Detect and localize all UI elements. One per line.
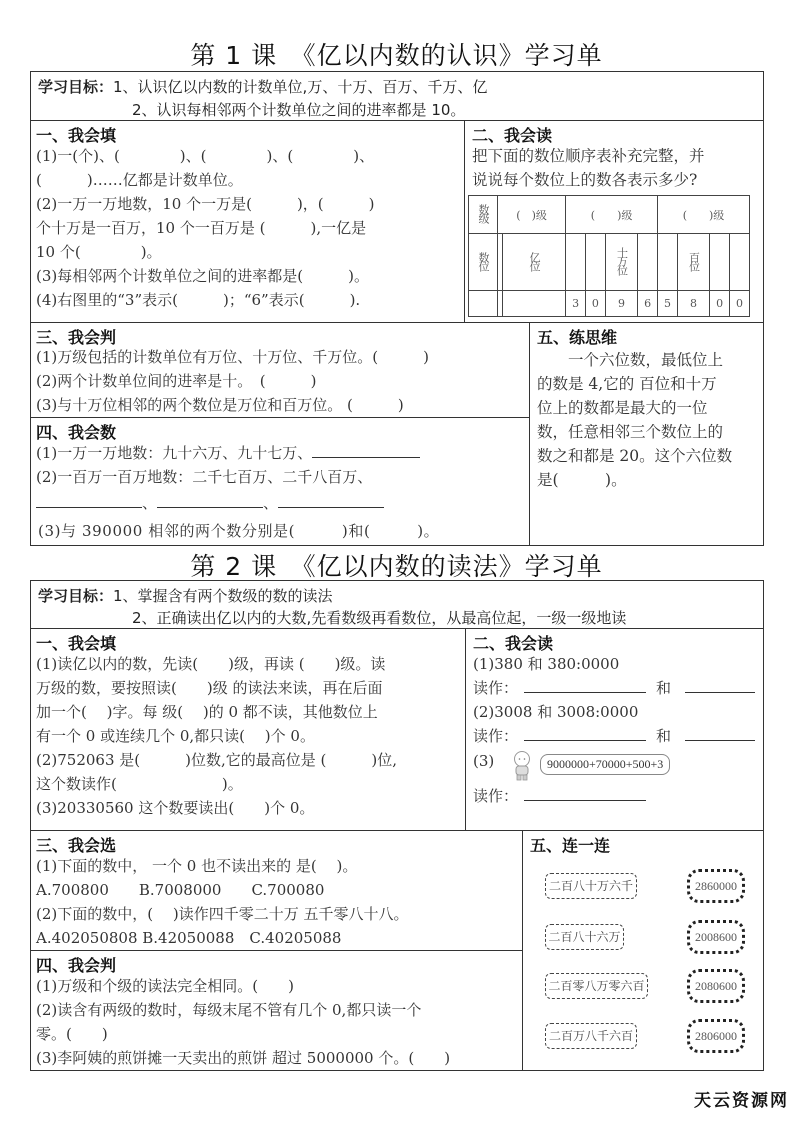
lesson2-title: 第 2 课 《亿以内数的读法》学习单	[190, 552, 603, 581]
match-left-item[interactable]: 二百零八万零六百	[545, 973, 648, 999]
digit-cell: 0	[729, 291, 749, 317]
section-title: 四、我会判	[36, 956, 117, 975]
digit-cell: 9	[605, 291, 637, 317]
lesson1-title: 第 1 课 《亿以内数的认识》学习单	[190, 41, 603, 70]
row-label: 数位	[469, 234, 498, 291]
digit-cell: 0	[710, 291, 730, 317]
section-title: 四、我会数	[36, 423, 117, 442]
match-right-item[interactable]: 2860000	[687, 869, 745, 903]
divider	[30, 950, 522, 951]
place-cell	[729, 234, 749, 291]
question-line: (1)万级和个级的读法完全相同。( )	[36, 977, 294, 995]
answer-line: 读作： 和	[473, 677, 755, 699]
question-line: (1)读亿以内的数，先读( )级，再读 ( )级。读	[36, 655, 386, 673]
match-left-item[interactable]: 二百八十万六千	[545, 873, 637, 899]
section-title: 三、我会选	[36, 836, 117, 855]
question-line: (3)李阿姨的煎饼摊一天卖出的煎饼 超过 5000000 个。( )	[36, 1049, 451, 1067]
section-title: 三、我会判	[36, 328, 117, 347]
goals-label: 学习目标：	[38, 587, 114, 605]
choice-line: A.700800 B.7008000 C.700080	[36, 881, 325, 899]
question-line: (3)每相邻两个计数单位之间的进率都是( )。	[36, 267, 369, 285]
question-line: 10 个( )。	[36, 243, 162, 261]
question-line: (1)一(个)、( )、( )、( )、	[36, 147, 375, 165]
question-line: (3)20330560 这个数要读出( )个 0。	[36, 799, 315, 817]
child-icon	[511, 750, 533, 782]
question-line: (2)3008 和 3008:0000	[473, 703, 639, 721]
divider	[464, 120, 465, 322]
divider	[30, 628, 764, 629]
answer-blank[interactable]	[524, 727, 646, 741]
divider	[30, 120, 764, 121]
question-line: (1)下面的数中， 一个 0 也不读出来的 是( )。	[36, 857, 358, 875]
question-line: (2)两个计数单位间的进率是十。 ( )	[36, 372, 317, 390]
goal-2: 2、正确读出亿以内的大数,先看数级再看数位，从最高位起，一级一级地读	[132, 609, 627, 627]
divider	[522, 830, 523, 1071]
question-line: 万级的数，要按照读( )级 的读法来读，再在后面	[36, 679, 383, 697]
question-line: (2)下面的数中，( )读作四千零二十万 五千零八十八。	[36, 905, 409, 923]
goal-1: 1、掌握含有两个数级的数的读法	[113, 587, 333, 605]
match-right-item[interactable]: 2080600	[687, 969, 745, 1003]
lesson2-goals	[38, 585, 333, 606]
answer-blank[interactable]	[312, 444, 420, 458]
section-title: 二、我会读	[473, 634, 554, 653]
instruction: 说说每个数位上的数各表示多少?	[472, 171, 698, 189]
instruction: 把下面的数位顺序表补充完整，并	[472, 147, 705, 165]
question-line: (2)752063 是( )位数,它的最高位是 ( )位,	[36, 751, 397, 769]
question-line: 零。( )	[36, 1025, 108, 1043]
match-right-item[interactable]: 2806000	[687, 1019, 745, 1053]
digit-cell: 5	[658, 291, 678, 317]
place-cell: 亿位	[502, 234, 565, 291]
match-left-item[interactable]: 二百八十六万	[545, 924, 624, 950]
question-line: 加一个( )字。每 级( )的 0 都不读，其他数位上	[36, 703, 378, 721]
digit-cell: 3	[566, 291, 586, 317]
answer-blank[interactable]	[36, 494, 142, 508]
question-line: (1)万级包括的计数单位有万位、十万位、千万位。( )	[36, 348, 429, 366]
match-right-item[interactable]: 2008600	[687, 920, 745, 954]
question-line: (3)	[473, 752, 495, 770]
problem-text: 一个六位数，最低位上 的数是 4,它的 百位和十万 位上的数都是最大的一位 数，任意相邻三个数位上的 数之和都是 20。这个六位数 是( )。	[537, 351, 733, 489]
question-line: (2)一百万一百万地数：二千七百万、二千八百万、	[36, 468, 373, 486]
row-label: 数级	[469, 196, 498, 234]
place-cell: 十万位	[605, 234, 637, 291]
watermark-logo: 天云资源网	[694, 1091, 789, 1111]
row-label	[469, 291, 498, 317]
divider	[529, 322, 530, 546]
digit-cell: 6	[638, 291, 658, 317]
question-line: 个十万是一百万，10 个一百万是 ( ),一亿是	[36, 219, 367, 237]
answer-line: 读作： 和	[473, 725, 755, 747]
digit-cell	[502, 291, 565, 317]
divider	[30, 417, 529, 418]
goals-label: 学习目标：	[38, 78, 114, 96]
section-title: 五、连一连	[530, 836, 611, 855]
place-cell	[566, 234, 586, 291]
answer-blank[interactable]	[524, 679, 646, 693]
question-line: ( )……亿都是计数单位。	[36, 171, 243, 189]
answer-blank[interactable]	[685, 727, 755, 741]
question-line: (2)读含有两级的数时，每级末尾不管有几个 0,都只读一个	[36, 1001, 422, 1019]
question-line: (3)与十万位相邻的两个数位是万位和百万位。 ( )	[36, 396, 404, 414]
section-title: 一、我会填	[36, 634, 117, 653]
question-line: 有一个 0 或连续几个 0,都只读( )个 0。	[36, 727, 315, 745]
place-value-table	[468, 195, 750, 317]
question-line: (1)380 和 380:0000	[473, 655, 620, 673]
divider	[30, 322, 764, 323]
place-cell	[658, 234, 678, 291]
place-cell: 百位	[677, 234, 709, 291]
speech-bubble: 9000000+70000+500+3	[540, 754, 670, 775]
goal-2: 2、认识每相邻两个计数单位之间的进率都是 10。	[132, 101, 466, 119]
digit-cell: 8	[677, 291, 709, 317]
divider	[30, 830, 764, 831]
place-cell	[710, 234, 730, 291]
class-cell: ( )级	[658, 196, 750, 234]
goal-1: 1、认识亿以内数的计数单位,万、十万、百万、千万、亿	[113, 78, 488, 96]
class-cell: ( )级	[566, 196, 658, 234]
choice-line: A.402050808 B.42050088 C.40205088	[36, 929, 342, 947]
place-cell	[586, 234, 606, 291]
question-line: (3)与 390000 相邻的两个数分别是( )和( )。	[38, 522, 440, 540]
question-line: (2)一万一万地数，10 个一万是( )，( )	[36, 195, 375, 213]
class-cell: ( )级	[498, 196, 566, 234]
question-line: 、 、	[36, 492, 384, 514]
answer-blank[interactable]	[278, 494, 384, 508]
question-line: (1)一万一万地数：九十六万、九十七万、	[36, 442, 420, 464]
answer-blank[interactable]	[157, 494, 263, 508]
digit-cell: 0	[586, 291, 606, 317]
place-cell	[638, 234, 658, 291]
divider	[465, 628, 466, 830]
question-line: (4)右图里的“3”表示( )；“6”表示( ).	[36, 291, 361, 309]
section-title: 二、我会读	[472, 126, 553, 145]
section-title: 五、练思维	[537, 328, 618, 347]
question-line: 这个数读作( )。	[36, 775, 243, 793]
answer-line: 读作：	[473, 785, 646, 807]
match-left-item[interactable]: 二百万八千六百	[545, 1023, 637, 1049]
section-title: 一、我会填	[36, 126, 117, 145]
answer-blank[interactable]	[524, 787, 646, 801]
lesson1-goals	[38, 76, 487, 97]
answer-blank[interactable]	[685, 679, 755, 693]
